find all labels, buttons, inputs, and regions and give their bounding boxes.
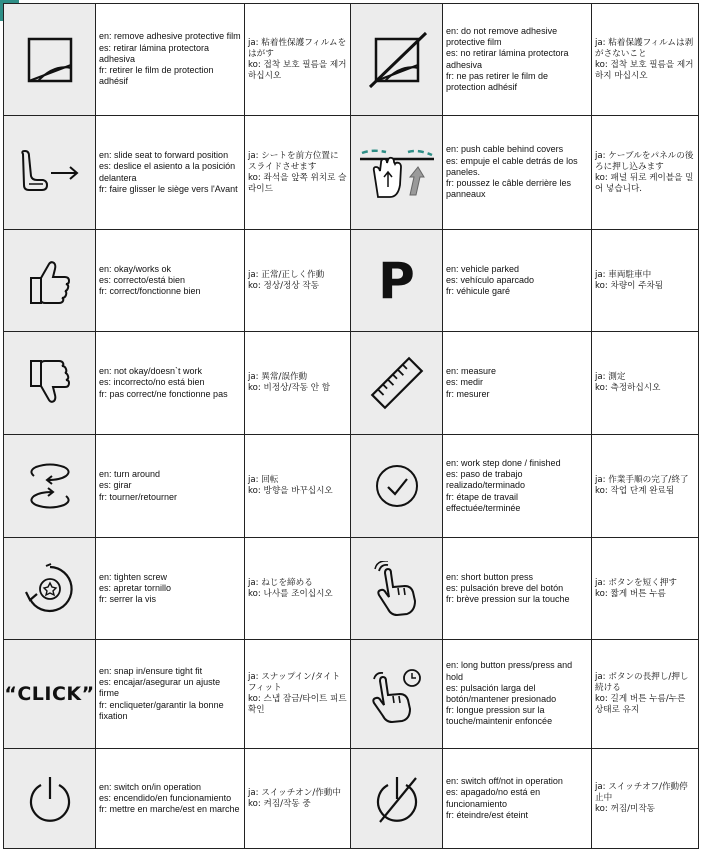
- symbol-cell: [351, 332, 443, 435]
- translation-cell: [592, 332, 699, 435]
- text-ko: ko: 방향을 바꾸십시오: [248, 486, 333, 496]
- text-fr: fr: poussez le câble derrière les panneaux: [446, 178, 572, 200]
- text-ja: ja: ボタンを短く押す: [595, 577, 678, 588]
- text-ja: ja: 車両駐車中: [595, 269, 652, 280]
- translation-cell: [592, 749, 699, 849]
- text-fr: fr: longue pression sur la touche/maintenir enfoncée: [446, 705, 553, 727]
- text-fr: fr: éteindre/est éteint: [446, 809, 529, 820]
- text-es: es: medir: [446, 377, 484, 388]
- symbol-cell: [351, 230, 443, 332]
- text-ko: ko: 스냅 잠금/타이트 피트 확인: [248, 694, 347, 715]
- text-ko: ko: 꺼짐/미작동: [595, 804, 655, 814]
- text-es: es: apagado/no está en funcionamiento: [446, 787, 541, 809]
- symbol-cell: [351, 4, 443, 116]
- text-en: en: snap in/ensure tight fit: [99, 665, 203, 676]
- text-fr: fr: brève pression sur la touche: [446, 594, 570, 605]
- text-en: en: switch off/not in operation: [446, 776, 563, 787]
- text-ja: ja: ケーブルをパネルの後ろに押し込みます: [595, 150, 694, 172]
- text-ja: ja: スナップイン/タイトフィット: [248, 672, 341, 693]
- translation-cell: [592, 116, 699, 230]
- table-row: [4, 332, 699, 435]
- text-fr: fr: étape de travail effectuée/terminée: [446, 491, 521, 513]
- description-cell: [96, 332, 245, 435]
- text-ja: ja: 測定: [595, 372, 626, 382]
- text-ja: ja: 粘着性保護フィルムをはがす: [248, 37, 347, 59]
- text-en: en: do not remove adhesive protective film: [446, 25, 558, 48]
- translation-cell: [592, 4, 699, 116]
- description-cell: [443, 640, 592, 749]
- text-fr: fr: retirer le film de protection adhésif: [99, 65, 214, 87]
- text-es: es: apretar tornillo: [99, 582, 172, 593]
- text-es: es: deslice el asiento a la posición delantera: [99, 161, 236, 183]
- seat-forward-icon: [17, 148, 83, 198]
- text-fr: fr: tourner/retourner: [99, 491, 178, 502]
- text-es: es: retirar lámina protectora adhesiva: [99, 42, 210, 64]
- text-ja: ja: 回転: [248, 475, 279, 485]
- text-ko: ko: 좌석을 앞쪽 위치로 슬라이드: [248, 172, 347, 194]
- translation-cell: [592, 538, 699, 640]
- short-press-icon: [371, 561, 423, 617]
- symbol-cell: [4, 332, 96, 435]
- translation-cell: [245, 230, 351, 332]
- power-off-icon: [370, 772, 424, 826]
- symbol-cell: [351, 749, 443, 849]
- text-en: en: slide seat to forward position: [99, 150, 229, 161]
- text-en: en: measure: [446, 366, 497, 377]
- push-cable-icon: [356, 145, 438, 201]
- text-ko: ko: 측정하십시오: [595, 383, 661, 393]
- text-ja: ja: スイッチオン/作動中: [248, 787, 342, 798]
- text-ko: ko: 비정상/작동 안 함: [248, 383, 331, 393]
- text-fr: fr: ne pas retirer le film de protection adhésif: [446, 70, 549, 92]
- translation-cell: [245, 332, 351, 435]
- symbol-cell: [351, 640, 443, 749]
- text-en: en: short button press: [446, 571, 534, 582]
- text-es: es: correcto/está bien: [99, 274, 186, 285]
- text-ja: ja: 異常/誤作動: [248, 372, 308, 382]
- text-fr: fr: mettre en marche/est en marche: [99, 804, 240, 815]
- translation-cell: [592, 230, 699, 332]
- check-circle-icon: [373, 462, 421, 510]
- text-es: es: incorrecto/no está bien: [99, 377, 205, 388]
- text-ko: ko: 접착 보호 필름을 제거하지 마십시오: [595, 59, 694, 81]
- text-en: en: vehicle parked: [446, 263, 520, 274]
- text-ko: ko: 정상/정상 작동: [248, 280, 319, 291]
- description-cell: [96, 749, 245, 849]
- translation-cell: [245, 435, 351, 538]
- text-ko: ko: 접착 보호 필름을 제거하십시오: [248, 59, 347, 81]
- text-en: en: push cable behind covers: [446, 144, 564, 155]
- click-text-icon: “CLICK”: [4, 683, 95, 705]
- translation-cell: [245, 116, 351, 230]
- text-ko: ko: 패널 뒤로 케이블을 밀어 넣습니다.: [595, 172, 694, 194]
- description-cell: [96, 4, 245, 116]
- text-es: es: vehículo aparcado: [446, 274, 535, 285]
- description-cell: [443, 435, 592, 538]
- symbol-cell: [351, 435, 443, 538]
- description-cell: [443, 116, 592, 230]
- description-cell: [96, 116, 245, 230]
- table-row: [4, 230, 699, 332]
- text-en: en: turn around: [99, 469, 161, 480]
- table-row: [4, 538, 699, 640]
- power-on-icon: [24, 773, 76, 825]
- translation-cell: [592, 435, 699, 538]
- long-press-icon: [368, 665, 426, 723]
- text-ja: ja: 作業手順の完了/終了: [595, 475, 689, 485]
- table-row: [4, 435, 699, 538]
- symbol-cell: [4, 538, 96, 640]
- text-es: es: encendido/en funcionamiento: [99, 792, 232, 803]
- symbol-cell: [351, 116, 443, 230]
- text-ko: ko: 켜짐/작동 중: [248, 798, 311, 809]
- ruler-icon: [369, 355, 425, 411]
- text-fr: fr: faire glisser le siège vers l'Avant: [99, 183, 238, 194]
- symbol-cell: [4, 640, 96, 749]
- text-ko: ko: 짧게 버튼 누름: [595, 588, 666, 599]
- text-fr: fr: véhicule garé: [446, 286, 511, 297]
- text-ja: ja: 粘着保護フィルムは剥がさないこと: [595, 37, 694, 59]
- text-es: es: empuje el cable detrás de los paneles.: [446, 155, 578, 177]
- text-es: es: encajar/asegurar un ajuste firme: [99, 677, 221, 699]
- description-cell: [96, 435, 245, 538]
- text-ja: ja: シートを前方位置にスライドさせます: [248, 150, 339, 172]
- symbol-cell: [4, 435, 96, 538]
- thumbs-up-icon: [27, 258, 73, 304]
- description-cell: [443, 332, 592, 435]
- symbol-cell: [4, 116, 96, 230]
- symbol-cell: [351, 538, 443, 640]
- description-cell: [96, 640, 245, 749]
- text-fr: fr: encliqueter/garantir la bonne fixation: [99, 699, 224, 721]
- text-en: en: remove adhesive protective film: [99, 31, 241, 42]
- text-ko: ko: 작업 단계 완료됨: [595, 486, 675, 496]
- text-en: en: tighten screw: [99, 571, 168, 582]
- text-fr: fr: serrer la vis: [99, 594, 157, 605]
- text-en: en: long button press/press and hold: [446, 660, 573, 682]
- translation-cell: [245, 4, 351, 116]
- do-not-peel-film-icon: [364, 31, 430, 89]
- text-ja: ja: 正常/正しく作動: [248, 269, 325, 280]
- text-en: en: okay/works ok: [99, 263, 172, 274]
- text-es: es: pulsación larga del botón/mantener presionado: [446, 682, 557, 704]
- text-fr: fr: correct/fonctionne bien: [99, 286, 201, 297]
- translation-cell: [245, 749, 351, 849]
- text-en: en: work step done / finished: [446, 457, 561, 468]
- text-es: es: no retirar lámina protectora adhesiva: [446, 48, 569, 70]
- symbol-legend-table: [3, 3, 699, 849]
- table-row: [4, 749, 699, 849]
- translation-cell: [245, 640, 351, 749]
- table-row: [4, 116, 699, 230]
- description-cell: [443, 4, 592, 116]
- peel-film-icon: [24, 34, 76, 86]
- text-en: en: not okay/doesn`t work: [99, 366, 203, 377]
- symbol-cell: [4, 4, 96, 116]
- description-cell: [443, 230, 592, 332]
- text-ja: ja: ボタンの長押し/押し続ける: [595, 672, 689, 693]
- text-ko: ko: 길게 버튼 누름/누른 상태로 유지: [595, 694, 686, 715]
- text-es: es: girar: [99, 480, 132, 491]
- text-es: es: pulsación breve del botón: [446, 582, 564, 593]
- text-ko: ko: 차량이 주차됨: [595, 280, 664, 291]
- turn-around-icon: [22, 460, 78, 512]
- text-en: en: switch on/in operation: [99, 781, 202, 792]
- text-ja: ja: ねじを締める: [248, 577, 313, 588]
- parking-icon: P: [378, 251, 415, 310]
- text-fr: fr: mesurer: [446, 388, 490, 399]
- description-cell: [96, 538, 245, 640]
- symbol-cell: [4, 230, 96, 332]
- description-cell: [96, 230, 245, 332]
- symbol-cell: [4, 749, 96, 849]
- description-cell: [443, 538, 592, 640]
- text-fr: fr: pas correct/ne fonctionne pas: [99, 388, 228, 399]
- thumbs-down-icon: [27, 360, 73, 406]
- text-ja: ja: スイッチオフ/作動停止中: [595, 782, 688, 803]
- description-cell: [443, 749, 592, 849]
- table-row: [4, 640, 699, 749]
- translation-cell: [592, 640, 699, 749]
- text-ko: ko: 나사를 조이십시오: [248, 588, 333, 599]
- translation-cell: [245, 538, 351, 640]
- tighten-screw-icon: [22, 561, 78, 617]
- table-row: [4, 4, 699, 116]
- text-es: es: paso de trabajo realizado/terminado: [446, 469, 526, 491]
